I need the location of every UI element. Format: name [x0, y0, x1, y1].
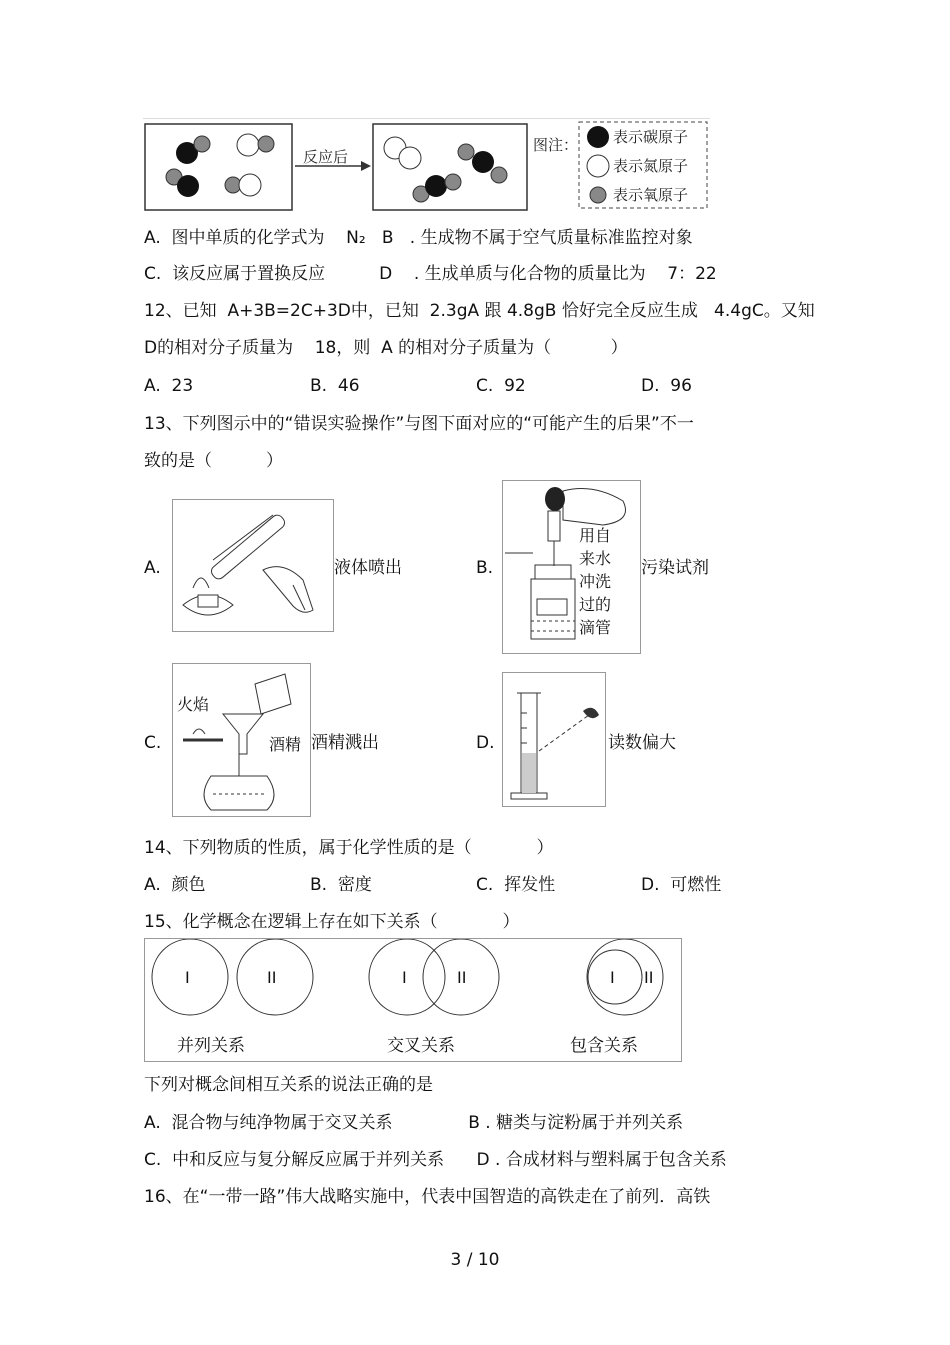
q15-option-a-b: A. 混合物与纯净物属于交叉关系 B . 糖类与淀粉属于并列关系 [144, 1113, 684, 1133]
q13-c-label: C. [144, 733, 162, 753]
q13-b-caption: 污染试剂 [641, 558, 709, 578]
b-fig-text-3: 冲洗 [579, 572, 612, 591]
q15-stem: 15、化学概念在逻辑上存在如下关系（ ） [144, 912, 520, 932]
q14-stem: 14、下列物质的性质，属于化学性质的是（ ） [144, 838, 554, 858]
legend-oxygen: 表示氧原子 [613, 186, 689, 204]
q13-b-label: B. [476, 558, 494, 578]
q12-option-b: B. 46 [310, 376, 360, 396]
venn2-label: 交叉关系 [387, 1036, 455, 1056]
q14-option-b: B. 密度 [310, 875, 372, 895]
q15-subquestion: 下列对概念间相互关系的说法正确的是 [144, 1075, 433, 1095]
q13-d-figure [502, 672, 606, 807]
graduated-cylinder-svg [503, 673, 605, 806]
q13-stem-line1: 13、下列图示中的“错误实验操作”与图下面对应的“可能产生的后果”不一 [144, 414, 694, 434]
venn1-roman2: II [267, 968, 277, 987]
venn2-roman2: II [457, 968, 467, 987]
b-fig-text-2: 来水 [579, 549, 612, 568]
test-tube-heating-svg [173, 500, 333, 631]
q14-option-a: A. 颜色 [144, 875, 206, 895]
q13-a-figure [172, 499, 334, 632]
q12-option-a: A. 23 [144, 376, 194, 396]
venn1-label: 并列关系 [177, 1036, 245, 1056]
q13-a-label: A. [144, 558, 161, 578]
arrow-label: 反应后 [303, 148, 349, 166]
q11-reaction-figure [143, 118, 710, 214]
q13-c-caption: 酒精溅出 [311, 733, 379, 753]
legend-nitrogen: 表示氮原子 [613, 157, 689, 175]
q12-stem-line1: 12、已知 A+3B=2C+3D中，已知 2.3gA 跟 4.8gB 恰好完全反应生成 4.4gC。又知 [144, 301, 815, 321]
c-fig-alcohol: 酒精 [269, 735, 302, 754]
venn-diagrams-svg [145, 939, 681, 1061]
q13-d-caption: 读数偏大 [608, 733, 676, 753]
q16-stem: 16、在“一带一路”伟大战略实施中，代表中国智造的高铁走在了前列．高铁 [144, 1187, 711, 1207]
venn3-roman1: I [610, 968, 615, 987]
q14-option-d: D. 可燃性 [641, 875, 722, 895]
q15-option-c-d: C. 中和反应与复分解反应属于并列关系 D . 合成材料与塑料属于包含关系 [144, 1150, 727, 1170]
q12-option-d: D. 96 [641, 376, 692, 396]
venn3-roman2: II [644, 968, 654, 987]
b-fig-text-1: 用自 [579, 526, 612, 545]
venn1-roman1: I [185, 968, 190, 987]
q13-a-caption: 液体喷出 [334, 558, 402, 578]
q13-d-label: D. [476, 733, 495, 753]
b-fig-text-5: 滴管 [579, 618, 612, 637]
legend-carbon: 表示碳原子 [613, 128, 689, 146]
page-number: 3 / 10 [450, 1250, 500, 1270]
venn2-roman1: I [402, 968, 407, 987]
q13-stem-line2: 致的是（ ） [144, 451, 284, 471]
legend-title: 图注： [533, 136, 579, 154]
q12-option-c: C. 92 [476, 376, 526, 396]
q15-venn-figure [144, 938, 682, 1062]
q11-option-c-d: C. 该反应属于置换反应 D . 生成单质与化合物的质量比为 7：22 [144, 264, 717, 284]
b-fig-text-4: 过的 [579, 595, 612, 614]
q11-option-a-b: A. 图中单质的化学式为 N₂ B . 生成物不属于空气质量标准监控对象 [144, 228, 693, 248]
q11-reaction-svg [143, 118, 710, 214]
c-fig-flame: 火焰 [177, 695, 210, 714]
q12-stem-line2: D的相对分子质量为 18，则 A 的相对分子质量为（ ） [144, 338, 628, 358]
dropper-bottle-svg [503, 481, 640, 653]
alcohol-lamp-svg [173, 664, 310, 816]
q13-b-figure [502, 480, 641, 654]
q13-c-figure [172, 663, 311, 817]
venn3-label: 包含关系 [570, 1036, 638, 1056]
q14-option-c: C. 挥发性 [476, 875, 556, 895]
